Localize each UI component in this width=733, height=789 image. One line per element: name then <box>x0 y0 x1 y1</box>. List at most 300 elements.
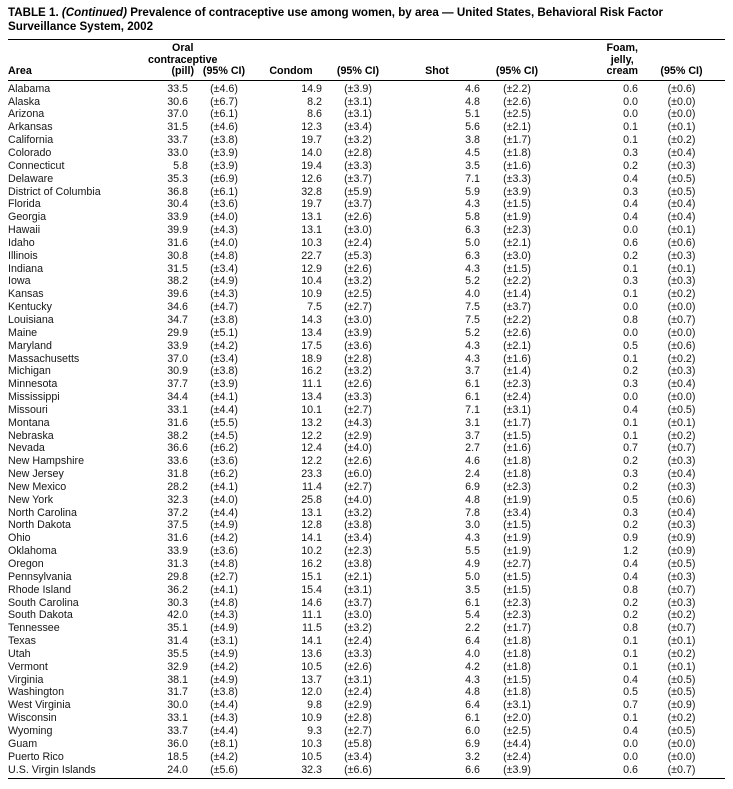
shot-value: 4.3 <box>465 339 480 352</box>
col-header-foam-line1: Foam, <box>606 42 638 54</box>
condom-ci: (±2.7) <box>344 724 372 737</box>
condom-value: 19.7 <box>301 134 322 147</box>
condom-ci: (±3.2) <box>344 365 372 378</box>
shot-value: 5.4 <box>465 609 480 622</box>
foam-ci: (±0.5) <box>667 686 696 699</box>
foam-value: 0.0 <box>623 391 638 404</box>
condom-ci: (±2.8) <box>344 352 372 365</box>
shot-value: 3.8 <box>465 134 480 147</box>
condom-ci: (±2.8) <box>344 712 372 725</box>
foam-value: 0.6 <box>623 82 638 95</box>
condom-ci: (±2.4) <box>344 635 372 648</box>
foam-value: 0.2 <box>623 249 638 262</box>
condom-ci: (±3.3) <box>344 647 372 660</box>
table-title-continued: (Continued) <box>61 6 127 19</box>
shot-value: 2.7 <box>465 442 480 455</box>
foam-ci: (±0.1) <box>667 224 696 237</box>
table-row <box>8 661 725 674</box>
condom-ci: (±3.7) <box>344 172 372 185</box>
pill-value: 33.1 <box>167 712 188 725</box>
foam-value: 0.2 <box>623 519 638 532</box>
pill-value: 33.9 <box>167 211 188 224</box>
foam-value: 0.0 <box>623 737 638 750</box>
condom-ci: (±2.6) <box>344 211 372 224</box>
shot-value: 7.1 <box>465 172 480 185</box>
foam-ci: (±0.0) <box>667 737 696 750</box>
foam-value: 1.2 <box>623 545 638 558</box>
shot-ci: (±2.4) <box>503 750 531 763</box>
foam-value: 0.1 <box>623 352 638 365</box>
foam-value: 0.1 <box>623 712 638 725</box>
shot-ci: (±1.9) <box>503 493 531 506</box>
foam-ci: (±0.2) <box>667 647 696 660</box>
pill-value: 33.1 <box>167 403 188 416</box>
shot-value: 6.4 <box>465 635 480 648</box>
pill-ci: (±4.9) <box>210 275 238 288</box>
table-row <box>8 532 725 545</box>
foam-ci: (±0.2) <box>667 288 696 301</box>
condom-ci: (±2.7) <box>344 403 372 416</box>
foam-ci: (±0.0) <box>667 108 696 121</box>
foam-ci: (±0.6) <box>667 493 696 506</box>
area-name: Alabama <box>8 82 51 95</box>
shot-value: 3.7 <box>465 365 480 378</box>
area-name: Kansas <box>8 288 44 301</box>
table-row <box>8 378 725 391</box>
table-title <box>8 6 725 33</box>
table-row <box>8 609 725 622</box>
foam-value: 0.1 <box>623 262 638 275</box>
condom-value: 14.6 <box>301 596 322 609</box>
pill-value: 31.7 <box>167 686 188 699</box>
shot-ci: (±1.4) <box>503 365 531 378</box>
pill-ci: (±6.1) <box>210 108 238 121</box>
col-header-pill <box>148 40 218 81</box>
condom-value: 11.4 <box>301 480 322 493</box>
pill-value: 35.5 <box>167 647 188 660</box>
condom-value: 10.4 <box>301 275 322 288</box>
foam-ci: (±0.4) <box>667 211 696 224</box>
shot-value: 7.5 <box>465 301 480 314</box>
shot-ci: (±2.3) <box>503 480 531 493</box>
foam-ci: (±0.4) <box>667 506 696 519</box>
foam-ci: (±0.9) <box>667 699 696 712</box>
shot-value: 5.2 <box>465 275 480 288</box>
pill-value: 36.8 <box>167 185 188 198</box>
shot-ci: (±2.1) <box>503 236 531 249</box>
pill-value: 36.0 <box>167 737 188 750</box>
foam-ci: (±0.5) <box>667 403 696 416</box>
shot-ci: (±3.0) <box>503 249 531 262</box>
condom-ci: (±2.5) <box>344 288 372 301</box>
condom-ci: (±3.1) <box>344 673 372 686</box>
area-name: Oregon <box>8 558 44 570</box>
condom-value: 19.7 <box>301 198 322 211</box>
col-header-foam <box>554 40 638 81</box>
foam-value: 0.3 <box>623 185 638 198</box>
condom-ci: (±4.0) <box>344 493 372 506</box>
shot-ci: (±2.2) <box>503 313 531 326</box>
col-header-shot-ci: (95% CI) <box>480 40 554 81</box>
table-row <box>8 622 725 635</box>
foam-ci: (±0.1) <box>667 416 696 429</box>
shot-value: 4.0 <box>465 647 480 660</box>
foam-value: 0.2 <box>623 159 638 172</box>
pill-value: 33.0 <box>167 147 188 159</box>
area-name: West Virginia <box>8 699 71 712</box>
condom-ci: (±2.6) <box>344 378 372 391</box>
foam-ci: (±0.4) <box>667 468 696 481</box>
pill-ci: (±5.6) <box>210 763 238 776</box>
condom-ci: (±3.8) <box>344 558 372 570</box>
shot-ci: (±2.2) <box>503 275 531 288</box>
foam-ci: (±0.4) <box>667 198 696 211</box>
pill-value: 35.3 <box>167 172 188 185</box>
table-row <box>8 80 725 95</box>
area-name: North Carolina <box>8 506 77 519</box>
shot-value: 4.8 <box>465 686 480 699</box>
condom-value: 9.3 <box>307 724 322 737</box>
condom-ci: (±3.0) <box>344 313 372 326</box>
foam-ci: (±0.7) <box>667 313 696 326</box>
condom-value: 16.2 <box>301 558 322 570</box>
area-name: Florida <box>8 198 41 211</box>
pill-value: 33.7 <box>167 724 188 737</box>
table-row <box>8 96 725 109</box>
table-row <box>8 211 725 224</box>
condom-ci: (±3.4) <box>344 750 372 763</box>
table-row <box>8 545 725 558</box>
condom-value: 7.5 <box>307 301 322 314</box>
shot-ci: (±1.8) <box>503 660 531 673</box>
shot-ci: (±4.4) <box>503 737 531 750</box>
foam-value: 0.8 <box>623 622 638 635</box>
col-header-foam-ci: (95% CI) <box>638 40 725 81</box>
pill-value: 37.0 <box>167 108 188 121</box>
table-row <box>8 712 725 725</box>
foam-value: 0.5 <box>623 493 638 506</box>
condom-ci: (±3.9) <box>344 82 372 95</box>
pill-ci: (±4.1) <box>210 391 238 404</box>
foam-ci: (±0.2) <box>667 712 696 725</box>
shot-ci: (±1.5) <box>503 262 531 275</box>
pill-ci: (±6.2) <box>210 442 238 455</box>
shot-value: 5.8 <box>465 211 480 224</box>
foam-ci: (±0.2) <box>667 609 696 622</box>
area-name: Colorado <box>8 147 52 159</box>
condom-value: 12.6 <box>301 172 322 185</box>
col-header-pill-ci: (95% CI) <box>188 40 260 81</box>
condom-ci: (±2.6) <box>344 262 372 275</box>
area-name: South Carolina <box>8 596 79 609</box>
foam-value: 0.3 <box>623 506 638 519</box>
pill-value: 34.4 <box>167 391 188 404</box>
pill-value: 39.6 <box>167 288 188 301</box>
table-row <box>8 404 725 417</box>
table-row <box>8 121 725 134</box>
foam-value: 0.9 <box>623 532 638 545</box>
foam-value: 0.0 <box>623 750 638 763</box>
shot-value: 7.8 <box>465 506 480 519</box>
shot-value: 3.7 <box>465 429 480 442</box>
shot-value: 4.8 <box>465 95 480 108</box>
condom-ci: (±6.0) <box>344 468 372 481</box>
condom-value: 14.3 <box>301 313 322 326</box>
condom-value: 15.4 <box>301 583 322 596</box>
foam-value: 0.3 <box>623 147 638 159</box>
foam-ci: (±0.5) <box>667 172 696 185</box>
table-row <box>8 314 725 327</box>
foam-value: 0.8 <box>623 313 638 326</box>
pill-ci: (±4.3) <box>210 712 238 725</box>
shot-ci: (±1.7) <box>503 622 531 635</box>
foam-value: 0.2 <box>623 596 638 609</box>
col-header-pill-line1: Oral <box>172 42 194 54</box>
condom-ci: (±3.8) <box>344 519 372 532</box>
pill-ci: (±4.9) <box>210 519 238 532</box>
col-header-foam-line3: cream <box>606 65 638 78</box>
col-header-area: Area <box>8 40 148 81</box>
foam-value: 0.0 <box>623 326 638 339</box>
condom-value: 25.8 <box>301 493 322 506</box>
foam-ci: (±0.7) <box>667 622 696 635</box>
condom-ci: (±2.3) <box>344 545 372 558</box>
table-row <box>8 519 725 532</box>
pill-ci: (±4.8) <box>210 249 238 262</box>
shot-ci: (±1.8) <box>503 635 531 648</box>
pill-ci: (±4.2) <box>210 532 238 545</box>
condom-value: 23.3 <box>301 468 322 481</box>
foam-value: 0.3 <box>623 468 638 481</box>
table-row <box>8 738 725 751</box>
area-name: Kentucky <box>8 301 52 314</box>
pill-ci: (±3.4) <box>210 352 238 365</box>
pill-ci: (±8.1) <box>210 737 238 750</box>
condom-value: 14.9 <box>301 82 322 95</box>
area-name: Louisiana <box>8 313 54 326</box>
pill-value: 36.6 <box>167 442 188 455</box>
table-row <box>8 340 725 353</box>
pill-ci: (±3.9) <box>210 378 238 391</box>
foam-ci: (±0.7) <box>667 763 696 776</box>
area-name: Utah <box>8 647 31 660</box>
area-name: Nebraska <box>8 429 54 442</box>
condom-value: 8.6 <box>307 108 322 121</box>
foam-ci: (±0.3) <box>667 275 696 288</box>
foam-value: 0.6 <box>623 763 638 776</box>
foam-ci: (±0.3) <box>667 455 696 468</box>
pill-ci: (±5.1) <box>210 326 238 339</box>
table-title-text: Prevalence of contraceptive use among women, by area — United States, Behavioral Risk Factor Surveillance System, 2002 <box>8 6 664 33</box>
pill-ci: (±4.1) <box>210 480 238 493</box>
shot-ci: (±3.9) <box>503 763 531 776</box>
condom-ci: (±3.1) <box>344 583 372 596</box>
condom-ci: (±3.6) <box>344 339 372 352</box>
shot-ci: (±1.5) <box>503 673 531 686</box>
pill-value: 38.1 <box>167 673 188 686</box>
condom-ci: (±2.6) <box>344 455 372 468</box>
pill-value: 24.0 <box>167 763 188 776</box>
table-row <box>8 108 725 121</box>
condom-value: 13.7 <box>301 673 322 686</box>
foam-value: 0.3 <box>623 275 638 288</box>
condom-ci: (±3.3) <box>344 159 372 172</box>
area-name: Texas <box>8 635 36 648</box>
shot-ci: (±1.7) <box>503 416 531 429</box>
condom-ci: (±3.9) <box>344 326 372 339</box>
condom-value: 10.1 <box>301 403 322 416</box>
col-header-condom-ci: (95% CI) <box>322 40 394 81</box>
shot-ci: (±1.9) <box>503 532 531 545</box>
pill-value: 36.2 <box>167 583 188 596</box>
foam-ci: (±0.4) <box>667 378 696 391</box>
foam-value: 0.3 <box>623 378 638 391</box>
area-name: Maine <box>8 326 38 339</box>
foam-value: 0.4 <box>623 558 638 570</box>
table-row <box>8 648 725 661</box>
pill-ci: (±4.4) <box>210 403 238 416</box>
area-name: Guam <box>8 737 38 750</box>
pill-ci: (±4.7) <box>210 301 238 314</box>
area-name: Indiana <box>8 262 44 275</box>
shot-value: 6.0 <box>465 724 480 737</box>
pill-value: 38.2 <box>167 275 188 288</box>
foam-ci: (±0.2) <box>667 352 696 365</box>
shot-ci: (±3.1) <box>503 403 531 416</box>
shot-ci: (±2.1) <box>503 339 531 352</box>
area-name: Puerto Rico <box>8 750 64 763</box>
condom-value: 12.2 <box>301 455 322 468</box>
foam-ci: (±0.3) <box>667 519 696 532</box>
condom-value: 10.5 <box>301 750 322 763</box>
foam-value: 0.7 <box>623 699 638 712</box>
table-row <box>8 507 725 520</box>
foam-ci: (±0.1) <box>667 660 696 673</box>
foam-value: 0.1 <box>623 647 638 660</box>
pill-ci: (±4.4) <box>210 506 238 519</box>
table-row <box>8 571 725 584</box>
condom-ci: (±3.4) <box>344 532 372 545</box>
area-name: Massachusetts <box>8 352 80 365</box>
pill-ci: (±4.9) <box>210 622 238 635</box>
foam-value: 0.4 <box>623 198 638 211</box>
pill-value: 37.2 <box>167 506 188 519</box>
foam-value: 0.1 <box>623 660 638 673</box>
shot-value: 6.4 <box>465 699 480 712</box>
pill-ci: (±6.9) <box>210 172 238 185</box>
table-row <box>8 584 725 597</box>
shot-value: 4.2 <box>465 660 480 673</box>
table-row <box>8 417 725 430</box>
shot-ci: (±2.0) <box>503 712 531 725</box>
shot-ci: (±2.5) <box>503 724 531 737</box>
shot-value: 7.1 <box>465 403 480 416</box>
condom-ci: (±3.0) <box>344 224 372 237</box>
condom-ci: (±3.2) <box>344 275 372 288</box>
condom-ci: (±3.7) <box>344 198 372 211</box>
condom-value: 14.1 <box>301 532 322 545</box>
condom-value: 11.5 <box>301 622 322 635</box>
condom-value: 10.3 <box>301 737 322 750</box>
foam-ci: (±0.3) <box>667 365 696 378</box>
table-row <box>8 301 725 314</box>
pill-value: 33.5 <box>167 82 188 95</box>
foam-value: 0.4 <box>623 211 638 224</box>
condom-value: 13.2 <box>301 416 322 429</box>
condom-ci: (±2.1) <box>344 570 372 583</box>
shot-ci: (±1.5) <box>503 519 531 532</box>
pill-value: 31.5 <box>167 262 188 275</box>
foam-ci: (±0.5) <box>667 673 696 686</box>
pill-value: 30.9 <box>167 365 188 378</box>
foam-value: 0.1 <box>623 121 638 134</box>
pill-ci: (±3.1) <box>210 635 238 648</box>
condom-ci: (±2.4) <box>344 686 372 699</box>
area-name: Maryland <box>8 339 52 352</box>
area-name: Alaska <box>8 95 41 108</box>
foam-ci: (±0.1) <box>667 121 696 134</box>
table-row <box>8 288 725 301</box>
area-name: Delaware <box>8 172 54 185</box>
condom-value: 32.3 <box>301 763 322 776</box>
area-name: Michigan <box>8 365 51 378</box>
foam-ci: (±0.6) <box>667 82 696 95</box>
foam-ci: (±0.7) <box>667 442 696 455</box>
table-row <box>8 250 725 263</box>
foam-ci: (±0.0) <box>667 326 696 339</box>
shot-value: 4.5 <box>465 147 480 159</box>
foam-value: 0.1 <box>623 288 638 301</box>
area-name: Pennsylvania <box>8 570 72 583</box>
pill-value: 30.3 <box>167 596 188 609</box>
pill-ci: (±4.9) <box>210 647 238 660</box>
pill-ci: (±3.6) <box>210 545 238 558</box>
foam-value: 0.4 <box>623 724 638 737</box>
shot-value: 2.4 <box>465 468 480 481</box>
area-name: Idaho <box>8 236 35 249</box>
shot-value: 3.2 <box>465 750 480 763</box>
condom-ci: (±3.3) <box>344 391 372 404</box>
shot-ci: (±1.6) <box>503 442 531 455</box>
area-name: Virginia <box>8 673 44 686</box>
table-row <box>8 468 725 481</box>
foam-ci: (±0.7) <box>667 583 696 596</box>
table-row <box>8 160 725 173</box>
foam-ci: (±0.2) <box>667 134 696 147</box>
col-header-shot: Shot <box>394 40 480 81</box>
shot-ci: (±1.8) <box>503 647 531 660</box>
pill-value: 33.6 <box>167 455 188 468</box>
pill-value: 35.1 <box>167 622 188 635</box>
pill-value: 33.9 <box>167 339 188 352</box>
condom-value: 16.2 <box>301 365 322 378</box>
pill-value: 18.5 <box>167 750 188 763</box>
condom-value: 13.1 <box>301 224 322 237</box>
condom-value: 12.3 <box>301 121 322 134</box>
foam-value: 0.0 <box>623 224 638 237</box>
foam-ci: (±0.1) <box>667 262 696 275</box>
foam-value: 0.2 <box>623 455 638 468</box>
shot-value: 6.6 <box>465 763 480 776</box>
condom-ci: (±2.6) <box>344 660 372 673</box>
shot-value: 6.9 <box>465 480 480 493</box>
area-name: Tennessee <box>8 622 60 635</box>
area-name: District of Columbia <box>8 185 101 198</box>
pill-ci: (±4.0) <box>210 236 238 249</box>
condom-ci: (±3.1) <box>344 95 372 108</box>
shot-ci: (±1.5) <box>503 429 531 442</box>
area-name: North Dakota <box>8 519 71 532</box>
